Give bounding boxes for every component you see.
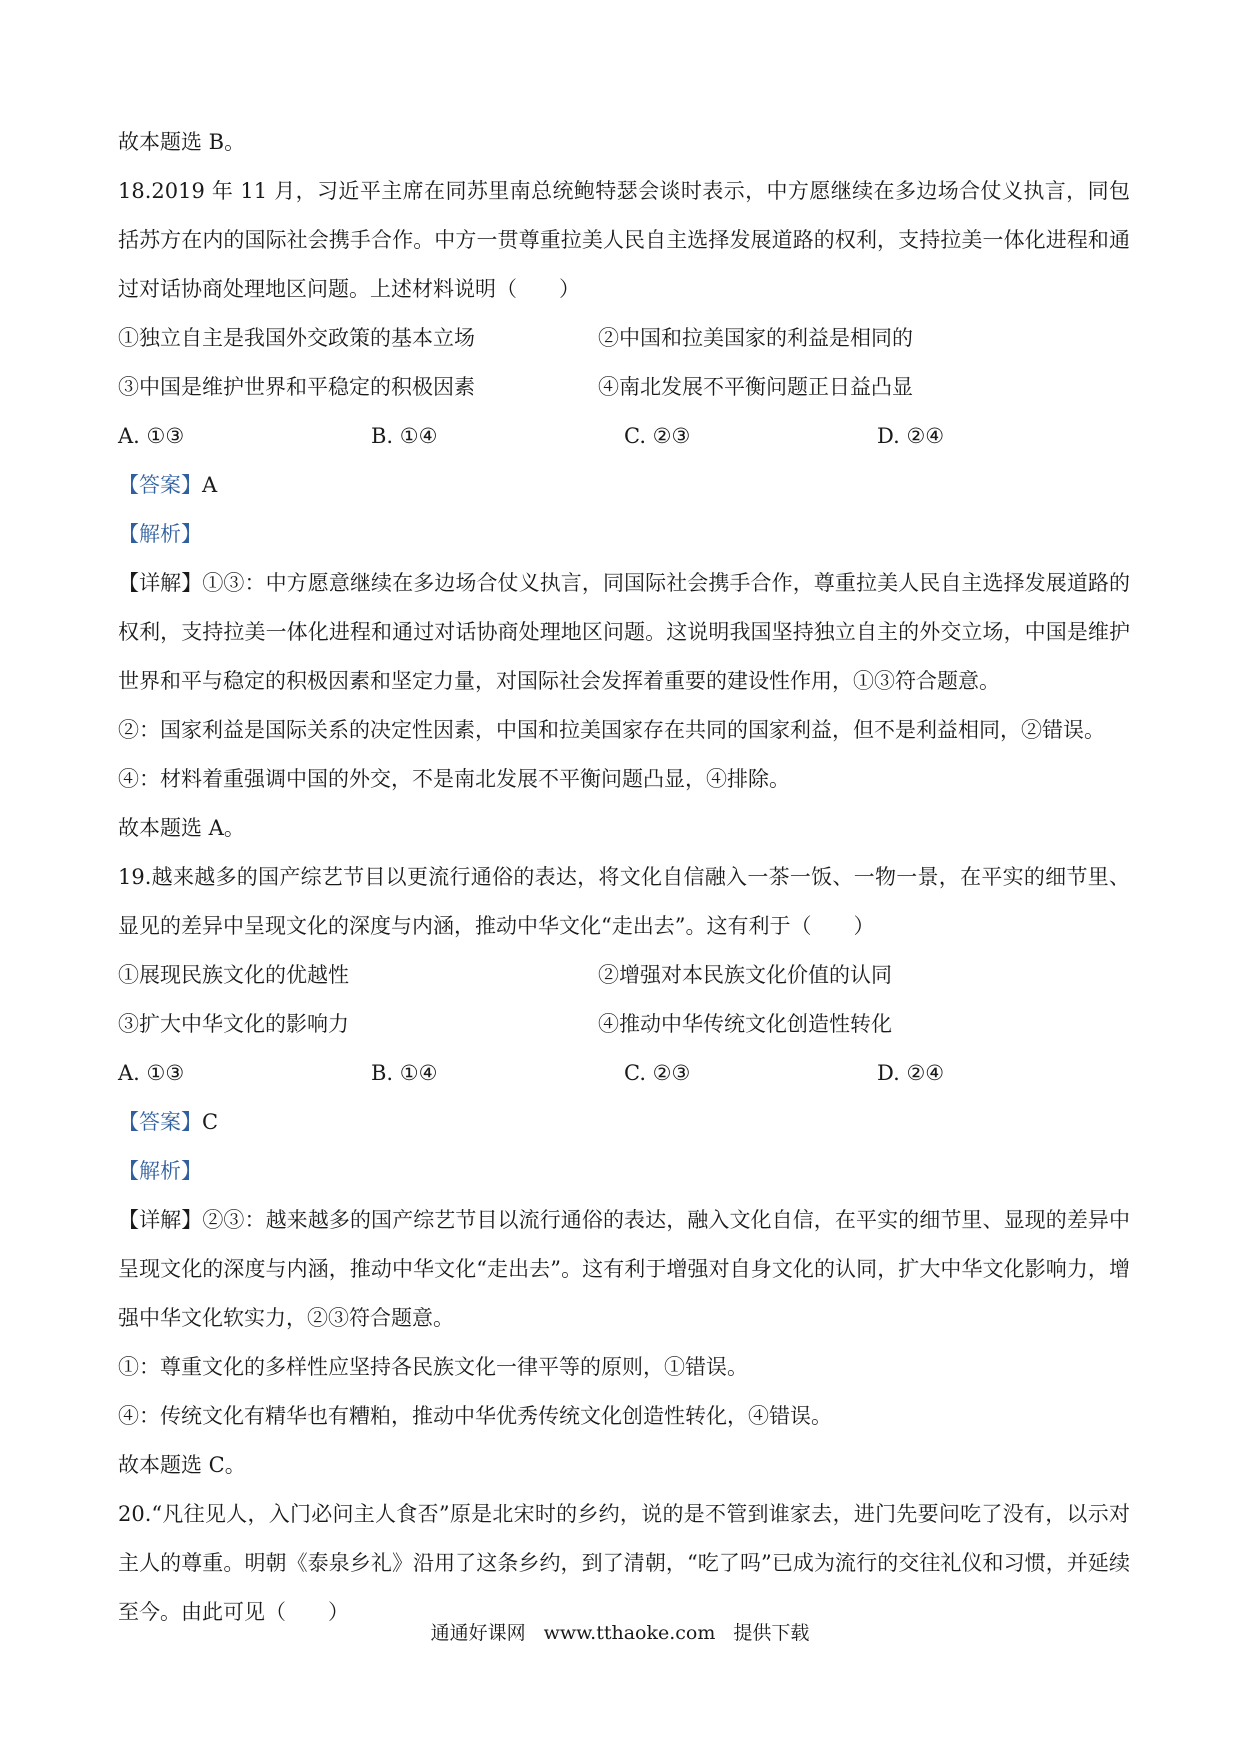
question-18-analysis-heading [118,510,1130,559]
question-19-options-row-2 [118,1000,1130,1049]
question-18-choices [118,412,1130,461]
answer-tag: 【答案】 [118,1110,202,1134]
question-18-choice-c: C. ②③ [624,424,691,448]
question-18-detail [118,559,1130,706]
answer-value: C [202,1110,219,1134]
question-18-stem: 18.2019 年 11 月，习近平主席在同苏里南总统鲍特瑟会谈时表示，中方愿继续在多边场合仗义执言，同包括苏方在内的国际社会携手合作。中方一贯尊重拉美人民自主选择发展道路的权利，支持拉美一体化进程和通过对话协商处理地区问题。上述材料说明（ ） [118,179,1130,301]
question-18-option-2: ②中国和拉美国家的利益是相同的 [598,326,913,350]
question-19-answer [118,1098,1130,1147]
question-18-options-row-2 [118,363,1130,412]
footer-site-name: 通通好课网 [430,1622,526,1644]
question-19-explain-4: ④：传统文化有精华也有糟粕，推动中华优秀传统文化创造性转化，④错误。 [118,1404,832,1428]
analysis-tag: 【解析】 [118,1159,202,1183]
question-19-options-row-1 [118,951,1130,1000]
question-19-explain-1: ①：尊重文化的多样性应坚持各民族文化一律平等的原则，①错误。 [118,1355,748,1379]
question-19-option-2: ②增强对本民族文化价值的认同 [598,963,892,987]
document-page [118,118,1130,1637]
question-19-choice-d: D. ②④ [877,1061,945,1085]
question-18-choice-b: B. ①④ [371,424,438,448]
question-19-choice-b: B. ①④ [371,1061,438,1085]
question-19-choice-a: A. ①③ [118,1061,185,1085]
answer-tag: 【答案】 [118,473,202,497]
question-19-choice-c: C. ②③ [624,1061,691,1085]
question-18-conclusion: 故本题选 A。 [118,816,245,840]
analysis-tag: 【解析】 [118,522,202,546]
footer-url[interactable]: www.tthaoke.com [543,1622,716,1644]
question-19-option-1: ①展现民族文化的优越性 [118,963,349,987]
question-19-choices [118,1049,1130,1098]
detail-tag: 【详解】 [118,1208,203,1232]
question-19-conclusion: 故本题选 C。 [118,1453,246,1477]
question-18-option-1: ①独立自主是我国外交政策的基本立场 [118,326,475,350]
question-18-explain-4: ④：材料着重强调中国的外交，不是南北发展不平衡问题凸显，④排除。 [118,767,790,791]
question-18-explain-2: ②：国家利益是国际关系的决定性因素，中国和拉美国家存在共同的国家利益，但不是利益相同，②错误。 [118,718,1105,742]
detail-text: ②③：越来越多的国产综艺节目以流行通俗的表达，融入文化自信，在平实的细节里、显现的差异中呈现文化的深度与内涵，推动中华文化“走出去”。这有利于增强对自身文化的认同，扩大中华文化影响力，增强中华文化软实力，②③符合题意。 [118,1208,1130,1330]
question-19-option-4: ④推动中华传统文化创造性转化 [598,1012,892,1036]
prev-answer-conclusion: 故本题选 B。 [118,130,246,154]
question-19-stem: 19.越来越多的国产综艺节目以更流行通俗的表达，将文化自信融入一茶一饭、一物一景，在平实的细节里、显见的差异中呈现文化的深度与内涵，推动中华文化“走出去”。这有利于（ ） [118,865,1130,938]
detail-tag: 【详解】 [118,571,203,595]
question-18-choice-a: A. ①③ [118,424,185,448]
question-18-answer [118,461,1130,510]
question-18-options-row-1 [118,314,1130,363]
question-18-choice-d: D. ②④ [877,424,945,448]
page-footer [0,1618,1240,1645]
question-18-option-4: ④南北发展不平衡问题正日益凸显 [598,375,913,399]
question-19-detail [118,1196,1130,1343]
detail-text: ①③：中方愿意继续在多边场合仗义执言，同国际社会携手合作，尊重拉美人民自主选择发展道路的权利，支持拉美一体化进程和通过对话协商处理地区问题。这说明我国坚持独立自主的外交立场，中国是维护世界和平与稳定的积极因素和坚定力量，对国际社会发挥着重要的建设性作用，①③符合题意。 [118,571,1130,693]
question-19-analysis-heading [118,1147,1130,1196]
question-18-option-3: ③中国是维护世界和平稳定的积极因素 [118,375,475,399]
footer-note: 提供下载 [733,1622,810,1644]
answer-value: A [202,473,218,497]
question-20-stem: 20.“凡往见人，入门必问主人食否”原是北宋时的乡约，说的是不管到谁家去，进门先要问吃了没有，以示对主人的尊重。明朝《泰泉乡礼》沿用了这条乡约，到了清朝，“吃了吗”已成为流行的交往礼仪和习惯，并延续至今。由此可见（ ） [118,1502,1130,1624]
question-19-option-3: ③扩大中华文化的影响力 [118,1012,349,1036]
